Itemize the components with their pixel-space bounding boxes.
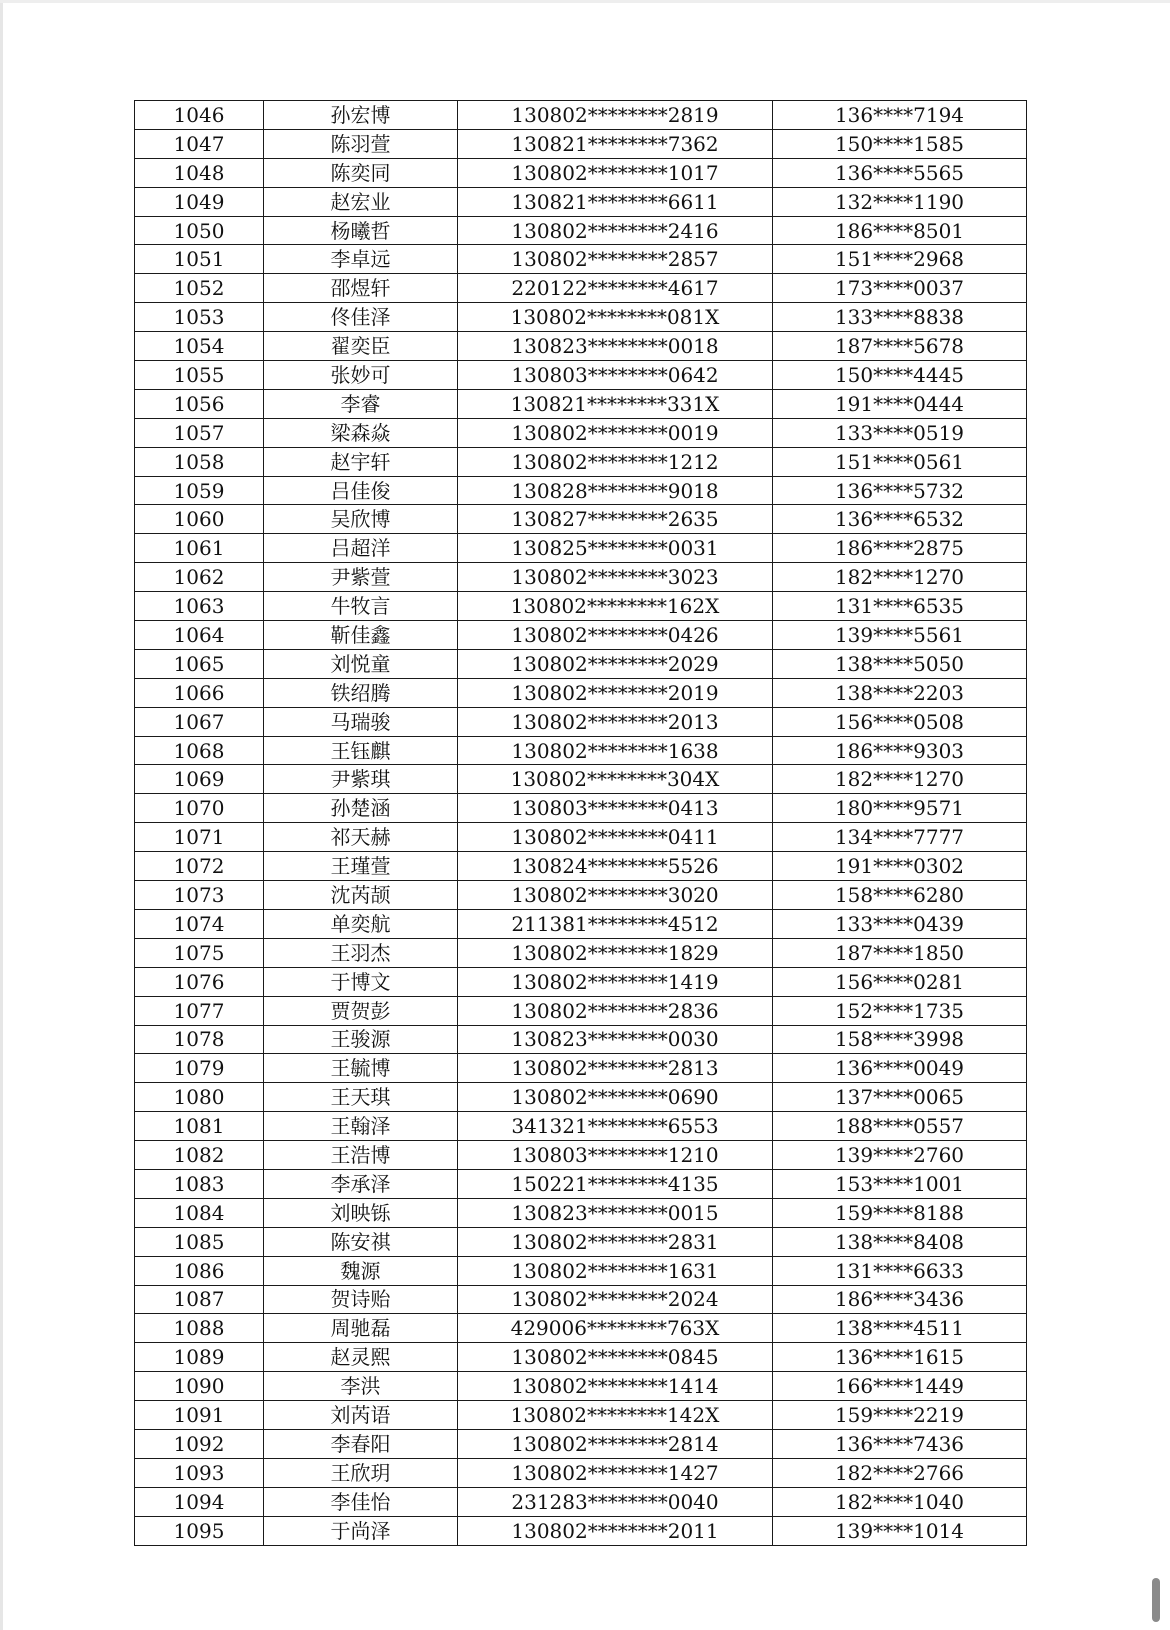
phone-cell: 131****6633 bbox=[773, 1256, 1027, 1285]
table-row bbox=[135, 332, 1027, 361]
table-row bbox=[135, 361, 1027, 390]
row-number-cell: 1079 bbox=[135, 1054, 264, 1083]
name-cell: 于博文 bbox=[264, 967, 458, 996]
name-cell: 王浩博 bbox=[264, 1141, 458, 1170]
table-row bbox=[135, 1141, 1027, 1170]
row-number-cell: 1077 bbox=[135, 996, 264, 1025]
name-cell: 沈芮颉 bbox=[264, 881, 458, 910]
id-number-cell: 130802********2814 bbox=[458, 1429, 773, 1458]
phone-cell: 138****5050 bbox=[773, 649, 1027, 678]
phone-cell: 131****6535 bbox=[773, 592, 1027, 621]
row-number-cell: 1060 bbox=[135, 505, 264, 534]
table-row bbox=[135, 592, 1027, 621]
row-number-cell: 1051 bbox=[135, 245, 264, 274]
name-cell: 邵煜轩 bbox=[264, 274, 458, 303]
table-row bbox=[135, 216, 1027, 245]
name-cell: 尹紫萱 bbox=[264, 563, 458, 592]
id-number-cell: 130802********1212 bbox=[458, 447, 773, 476]
row-number-cell: 1056 bbox=[135, 389, 264, 418]
table-row bbox=[135, 649, 1027, 678]
name-cell: 赵灵熙 bbox=[264, 1343, 458, 1372]
phone-cell: 136****6532 bbox=[773, 505, 1027, 534]
phone-cell: 187****1850 bbox=[773, 938, 1027, 967]
phone-cell: 186****2875 bbox=[773, 534, 1027, 563]
row-number-cell: 1085 bbox=[135, 1227, 264, 1256]
phone-cell: 133****0439 bbox=[773, 909, 1027, 938]
row-number-cell: 1055 bbox=[135, 361, 264, 390]
phone-cell: 186****3436 bbox=[773, 1285, 1027, 1314]
table-row bbox=[135, 476, 1027, 505]
name-cell: 刘芮语 bbox=[264, 1401, 458, 1430]
name-cell: 马瑞骏 bbox=[264, 707, 458, 736]
row-number-cell: 1087 bbox=[135, 1285, 264, 1314]
table-row bbox=[135, 418, 1027, 447]
name-cell: 李卓远 bbox=[264, 245, 458, 274]
row-number-cell: 1047 bbox=[135, 129, 264, 158]
name-cell: 杨曦哲 bbox=[264, 216, 458, 245]
phone-cell: 133****8838 bbox=[773, 303, 1027, 332]
row-number-cell: 1065 bbox=[135, 649, 264, 678]
phone-cell: 153****1001 bbox=[773, 1169, 1027, 1198]
table-row bbox=[135, 1025, 1027, 1054]
id-number-cell: 130802********2024 bbox=[458, 1285, 773, 1314]
id-number-cell: 130802********3023 bbox=[458, 563, 773, 592]
name-cell: 李睿 bbox=[264, 389, 458, 418]
page-top-edge bbox=[0, 0, 1170, 3]
name-cell: 张妙可 bbox=[264, 361, 458, 390]
table-row bbox=[135, 389, 1027, 418]
name-cell: 李承泽 bbox=[264, 1169, 458, 1198]
table-row bbox=[135, 852, 1027, 881]
id-number-cell: 130802********0845 bbox=[458, 1343, 773, 1372]
name-cell: 李洪 bbox=[264, 1372, 458, 1401]
table-row bbox=[135, 158, 1027, 187]
name-cell: 尹紫琪 bbox=[264, 765, 458, 794]
roster-table bbox=[134, 100, 1027, 1546]
id-number-cell: 130824********5526 bbox=[458, 852, 773, 881]
id-number-cell: 130802********0426 bbox=[458, 621, 773, 650]
row-number-cell: 1049 bbox=[135, 187, 264, 216]
table-row bbox=[135, 996, 1027, 1025]
row-number-cell: 1080 bbox=[135, 1083, 264, 1112]
id-number-cell: 429006********763X bbox=[458, 1314, 773, 1343]
phone-cell: 138****8408 bbox=[773, 1227, 1027, 1256]
phone-cell: 186****9303 bbox=[773, 736, 1027, 765]
name-cell: 佟佳泽 bbox=[264, 303, 458, 332]
table-row bbox=[135, 505, 1027, 534]
table-row bbox=[135, 1429, 1027, 1458]
row-number-cell: 1093 bbox=[135, 1458, 264, 1487]
roster-table-body bbox=[135, 101, 1027, 1546]
row-number-cell: 1052 bbox=[135, 274, 264, 303]
id-number-cell: 130802********1419 bbox=[458, 967, 773, 996]
phone-cell: 159****8188 bbox=[773, 1198, 1027, 1227]
id-number-cell: 130802********2011 bbox=[458, 1516, 773, 1545]
id-number-cell: 130802********1631 bbox=[458, 1256, 773, 1285]
id-number-cell: 130802********1414 bbox=[458, 1372, 773, 1401]
table-row bbox=[135, 736, 1027, 765]
table-row bbox=[135, 1256, 1027, 1285]
row-number-cell: 1058 bbox=[135, 447, 264, 476]
table-row bbox=[135, 1083, 1027, 1112]
name-cell: 铁绍腾 bbox=[264, 678, 458, 707]
table-row bbox=[135, 1314, 1027, 1343]
table-row bbox=[135, 1401, 1027, 1430]
table-row bbox=[135, 1487, 1027, 1516]
id-number-cell: 130802********0411 bbox=[458, 823, 773, 852]
name-cell: 单奕航 bbox=[264, 909, 458, 938]
id-number-cell: 130802********0690 bbox=[458, 1083, 773, 1112]
id-number-cell: 130802********0019 bbox=[458, 418, 773, 447]
id-number-cell: 130802********2019 bbox=[458, 678, 773, 707]
phone-cell: 186****8501 bbox=[773, 216, 1027, 245]
row-number-cell: 1067 bbox=[135, 707, 264, 736]
id-number-cell: 220122********4617 bbox=[458, 274, 773, 303]
row-number-cell: 1050 bbox=[135, 216, 264, 245]
row-number-cell: 1064 bbox=[135, 621, 264, 650]
row-number-cell: 1054 bbox=[135, 332, 264, 361]
phone-cell: 138****2203 bbox=[773, 678, 1027, 707]
row-number-cell: 1066 bbox=[135, 678, 264, 707]
id-number-cell: 130823********0018 bbox=[458, 332, 773, 361]
name-cell: 王毓博 bbox=[264, 1054, 458, 1083]
row-number-cell: 1059 bbox=[135, 476, 264, 505]
name-cell: 李春阳 bbox=[264, 1429, 458, 1458]
name-cell: 魏源 bbox=[264, 1256, 458, 1285]
phone-cell: 136****5565 bbox=[773, 158, 1027, 187]
row-number-cell: 1078 bbox=[135, 1025, 264, 1054]
row-number-cell: 1071 bbox=[135, 823, 264, 852]
id-number-cell: 130802********2013 bbox=[458, 707, 773, 736]
phone-cell: 182****2766 bbox=[773, 1458, 1027, 1487]
name-cell: 吕超洋 bbox=[264, 534, 458, 563]
table-row bbox=[135, 909, 1027, 938]
phone-cell: 191****0444 bbox=[773, 389, 1027, 418]
phone-cell: 158****3998 bbox=[773, 1025, 1027, 1054]
table-row bbox=[135, 1285, 1027, 1314]
name-cell: 孙楚涵 bbox=[264, 794, 458, 823]
table-row bbox=[135, 1169, 1027, 1198]
name-cell: 赵宏业 bbox=[264, 187, 458, 216]
row-number-cell: 1092 bbox=[135, 1429, 264, 1458]
phone-cell: 182****1040 bbox=[773, 1487, 1027, 1516]
phone-cell: 136****1615 bbox=[773, 1343, 1027, 1372]
name-cell: 周驰磊 bbox=[264, 1314, 458, 1343]
phone-cell: 138****4511 bbox=[773, 1314, 1027, 1343]
id-number-cell: 130803********1210 bbox=[458, 1141, 773, 1170]
table-row bbox=[135, 1372, 1027, 1401]
name-cell: 王翰泽 bbox=[264, 1112, 458, 1141]
table-row bbox=[135, 1458, 1027, 1487]
table-row bbox=[135, 881, 1027, 910]
vertical-scrollbar-thumb[interactable] bbox=[1152, 1578, 1160, 1622]
id-number-cell: 130827********2635 bbox=[458, 505, 773, 534]
table-row bbox=[135, 534, 1027, 563]
name-cell: 王钰麒 bbox=[264, 736, 458, 765]
phone-cell: 137****0065 bbox=[773, 1083, 1027, 1112]
row-number-cell: 1084 bbox=[135, 1198, 264, 1227]
name-cell: 吴欣博 bbox=[264, 505, 458, 534]
row-number-cell: 1083 bbox=[135, 1169, 264, 1198]
phone-cell: 166****1449 bbox=[773, 1372, 1027, 1401]
row-number-cell: 1061 bbox=[135, 534, 264, 563]
table-row bbox=[135, 187, 1027, 216]
row-number-cell: 1086 bbox=[135, 1256, 264, 1285]
phone-cell: 152****1735 bbox=[773, 996, 1027, 1025]
id-number-cell: 130802********2857 bbox=[458, 245, 773, 274]
page-left-edge bbox=[0, 0, 3, 1630]
id-number-cell: 130821********331X bbox=[458, 389, 773, 418]
phone-cell: 159****2219 bbox=[773, 1401, 1027, 1430]
id-number-cell: 130802********2416 bbox=[458, 216, 773, 245]
phone-cell: 180****9571 bbox=[773, 794, 1027, 823]
id-number-cell: 130802********1829 bbox=[458, 938, 773, 967]
id-number-cell: 130802********2836 bbox=[458, 996, 773, 1025]
id-number-cell: 130802********2831 bbox=[458, 1227, 773, 1256]
name-cell: 王欣玥 bbox=[264, 1458, 458, 1487]
name-cell: 牛牧言 bbox=[264, 592, 458, 621]
phone-cell: 191****0302 bbox=[773, 852, 1027, 881]
table-row bbox=[135, 678, 1027, 707]
table-row bbox=[135, 1516, 1027, 1545]
phone-cell: 150****4445 bbox=[773, 361, 1027, 390]
row-number-cell: 1057 bbox=[135, 418, 264, 447]
id-number-cell: 130802********1427 bbox=[458, 1458, 773, 1487]
name-cell: 王天琪 bbox=[264, 1083, 458, 1112]
phone-cell: 134****7777 bbox=[773, 823, 1027, 852]
row-number-cell: 1091 bbox=[135, 1401, 264, 1430]
table-row bbox=[135, 765, 1027, 794]
table-row bbox=[135, 563, 1027, 592]
row-number-cell: 1075 bbox=[135, 938, 264, 967]
id-number-cell: 130802********3020 bbox=[458, 881, 773, 910]
phone-cell: 136****7436 bbox=[773, 1429, 1027, 1458]
id-number-cell: 130823********0030 bbox=[458, 1025, 773, 1054]
phone-cell: 136****0049 bbox=[773, 1054, 1027, 1083]
phone-cell: 156****0281 bbox=[773, 967, 1027, 996]
name-cell: 翟奕臣 bbox=[264, 332, 458, 361]
id-number-cell: 130802********162X bbox=[458, 592, 773, 621]
id-number-cell: 130802********2819 bbox=[458, 101, 773, 130]
table-row bbox=[135, 967, 1027, 996]
row-number-cell: 1062 bbox=[135, 563, 264, 592]
id-number-cell: 130825********0031 bbox=[458, 534, 773, 563]
table-row bbox=[135, 1112, 1027, 1141]
id-number-cell: 341321********6553 bbox=[458, 1112, 773, 1141]
row-number-cell: 1046 bbox=[135, 101, 264, 130]
name-cell: 王骏源 bbox=[264, 1025, 458, 1054]
id-number-cell: 130802********304X bbox=[458, 765, 773, 794]
id-number-cell: 130802********1638 bbox=[458, 736, 773, 765]
row-number-cell: 1089 bbox=[135, 1343, 264, 1372]
table-row bbox=[135, 303, 1027, 332]
name-cell: 刘悦童 bbox=[264, 649, 458, 678]
table-row bbox=[135, 1054, 1027, 1083]
row-number-cell: 1082 bbox=[135, 1141, 264, 1170]
table-row bbox=[135, 245, 1027, 274]
id-number-cell: 211381********4512 bbox=[458, 909, 773, 938]
table-row bbox=[135, 938, 1027, 967]
row-number-cell: 1070 bbox=[135, 794, 264, 823]
phone-cell: 158****6280 bbox=[773, 881, 1027, 910]
row-number-cell: 1076 bbox=[135, 967, 264, 996]
row-number-cell: 1095 bbox=[135, 1516, 264, 1545]
phone-cell: 151****2968 bbox=[773, 245, 1027, 274]
phone-cell: 132****1190 bbox=[773, 187, 1027, 216]
table-row bbox=[135, 129, 1027, 158]
table-row bbox=[135, 794, 1027, 823]
id-number-cell: 130821********6611 bbox=[458, 187, 773, 216]
phone-cell: 151****0561 bbox=[773, 447, 1027, 476]
id-number-cell: 130802********081X bbox=[458, 303, 773, 332]
id-number-cell: 130828********9018 bbox=[458, 476, 773, 505]
row-number-cell: 1069 bbox=[135, 765, 264, 794]
row-number-cell: 1088 bbox=[135, 1314, 264, 1343]
phone-cell: 187****5678 bbox=[773, 332, 1027, 361]
row-number-cell: 1048 bbox=[135, 158, 264, 187]
name-cell: 祁天赫 bbox=[264, 823, 458, 852]
phone-cell: 133****0519 bbox=[773, 418, 1027, 447]
table-row bbox=[135, 1343, 1027, 1372]
name-cell: 陈安祺 bbox=[264, 1227, 458, 1256]
id-number-cell: 130802********142X bbox=[458, 1401, 773, 1430]
table-row bbox=[135, 1227, 1027, 1256]
name-cell: 李佳怡 bbox=[264, 1487, 458, 1516]
phone-cell: 139****2760 bbox=[773, 1141, 1027, 1170]
phone-cell: 150****1585 bbox=[773, 129, 1027, 158]
row-number-cell: 1063 bbox=[135, 592, 264, 621]
name-cell: 孙宏博 bbox=[264, 101, 458, 130]
phone-cell: 188****0557 bbox=[773, 1112, 1027, 1141]
name-cell: 刘映铄 bbox=[264, 1198, 458, 1227]
row-number-cell: 1090 bbox=[135, 1372, 264, 1401]
id-number-cell: 130821********7362 bbox=[458, 129, 773, 158]
name-cell: 王羽杰 bbox=[264, 938, 458, 967]
row-number-cell: 1074 bbox=[135, 909, 264, 938]
row-number-cell: 1068 bbox=[135, 736, 264, 765]
name-cell: 贾贺彭 bbox=[264, 996, 458, 1025]
phone-cell: 156****0508 bbox=[773, 707, 1027, 736]
name-cell: 陈羽萱 bbox=[264, 129, 458, 158]
name-cell: 吕佳俊 bbox=[264, 476, 458, 505]
name-cell: 梁森焱 bbox=[264, 418, 458, 447]
row-number-cell: 1081 bbox=[135, 1112, 264, 1141]
phone-cell: 136****7194 bbox=[773, 101, 1027, 130]
phone-cell: 173****0037 bbox=[773, 274, 1027, 303]
id-number-cell: 130823********0015 bbox=[458, 1198, 773, 1227]
phone-cell: 136****5732 bbox=[773, 476, 1027, 505]
name-cell: 王瑾萱 bbox=[264, 852, 458, 881]
name-cell: 贺诗贻 bbox=[264, 1285, 458, 1314]
table-row bbox=[135, 447, 1027, 476]
phone-cell: 182****1270 bbox=[773, 563, 1027, 592]
name-cell: 陈奕同 bbox=[264, 158, 458, 187]
row-number-cell: 1053 bbox=[135, 303, 264, 332]
id-number-cell: 130803********0413 bbox=[458, 794, 773, 823]
name-cell: 于尚泽 bbox=[264, 1516, 458, 1545]
table-row bbox=[135, 101, 1027, 130]
id-number-cell: 130802********2813 bbox=[458, 1054, 773, 1083]
phone-cell: 139****5561 bbox=[773, 621, 1027, 650]
row-number-cell: 1072 bbox=[135, 852, 264, 881]
row-number-cell: 1073 bbox=[135, 881, 264, 910]
name-cell: 赵宇轩 bbox=[264, 447, 458, 476]
phone-cell: 139****1014 bbox=[773, 1516, 1027, 1545]
row-number-cell: 1094 bbox=[135, 1487, 264, 1516]
id-number-cell: 150221********4135 bbox=[458, 1169, 773, 1198]
table-row bbox=[135, 274, 1027, 303]
table-row bbox=[135, 621, 1027, 650]
table-row bbox=[135, 823, 1027, 852]
table-row bbox=[135, 1198, 1027, 1227]
id-number-cell: 130802********2029 bbox=[458, 649, 773, 678]
name-cell: 靳佳鑫 bbox=[264, 621, 458, 650]
phone-cell: 182****1270 bbox=[773, 765, 1027, 794]
id-number-cell: 130803********0642 bbox=[458, 361, 773, 390]
id-number-cell: 130802********1017 bbox=[458, 158, 773, 187]
table-row bbox=[135, 707, 1027, 736]
id-number-cell: 231283********0040 bbox=[458, 1487, 773, 1516]
